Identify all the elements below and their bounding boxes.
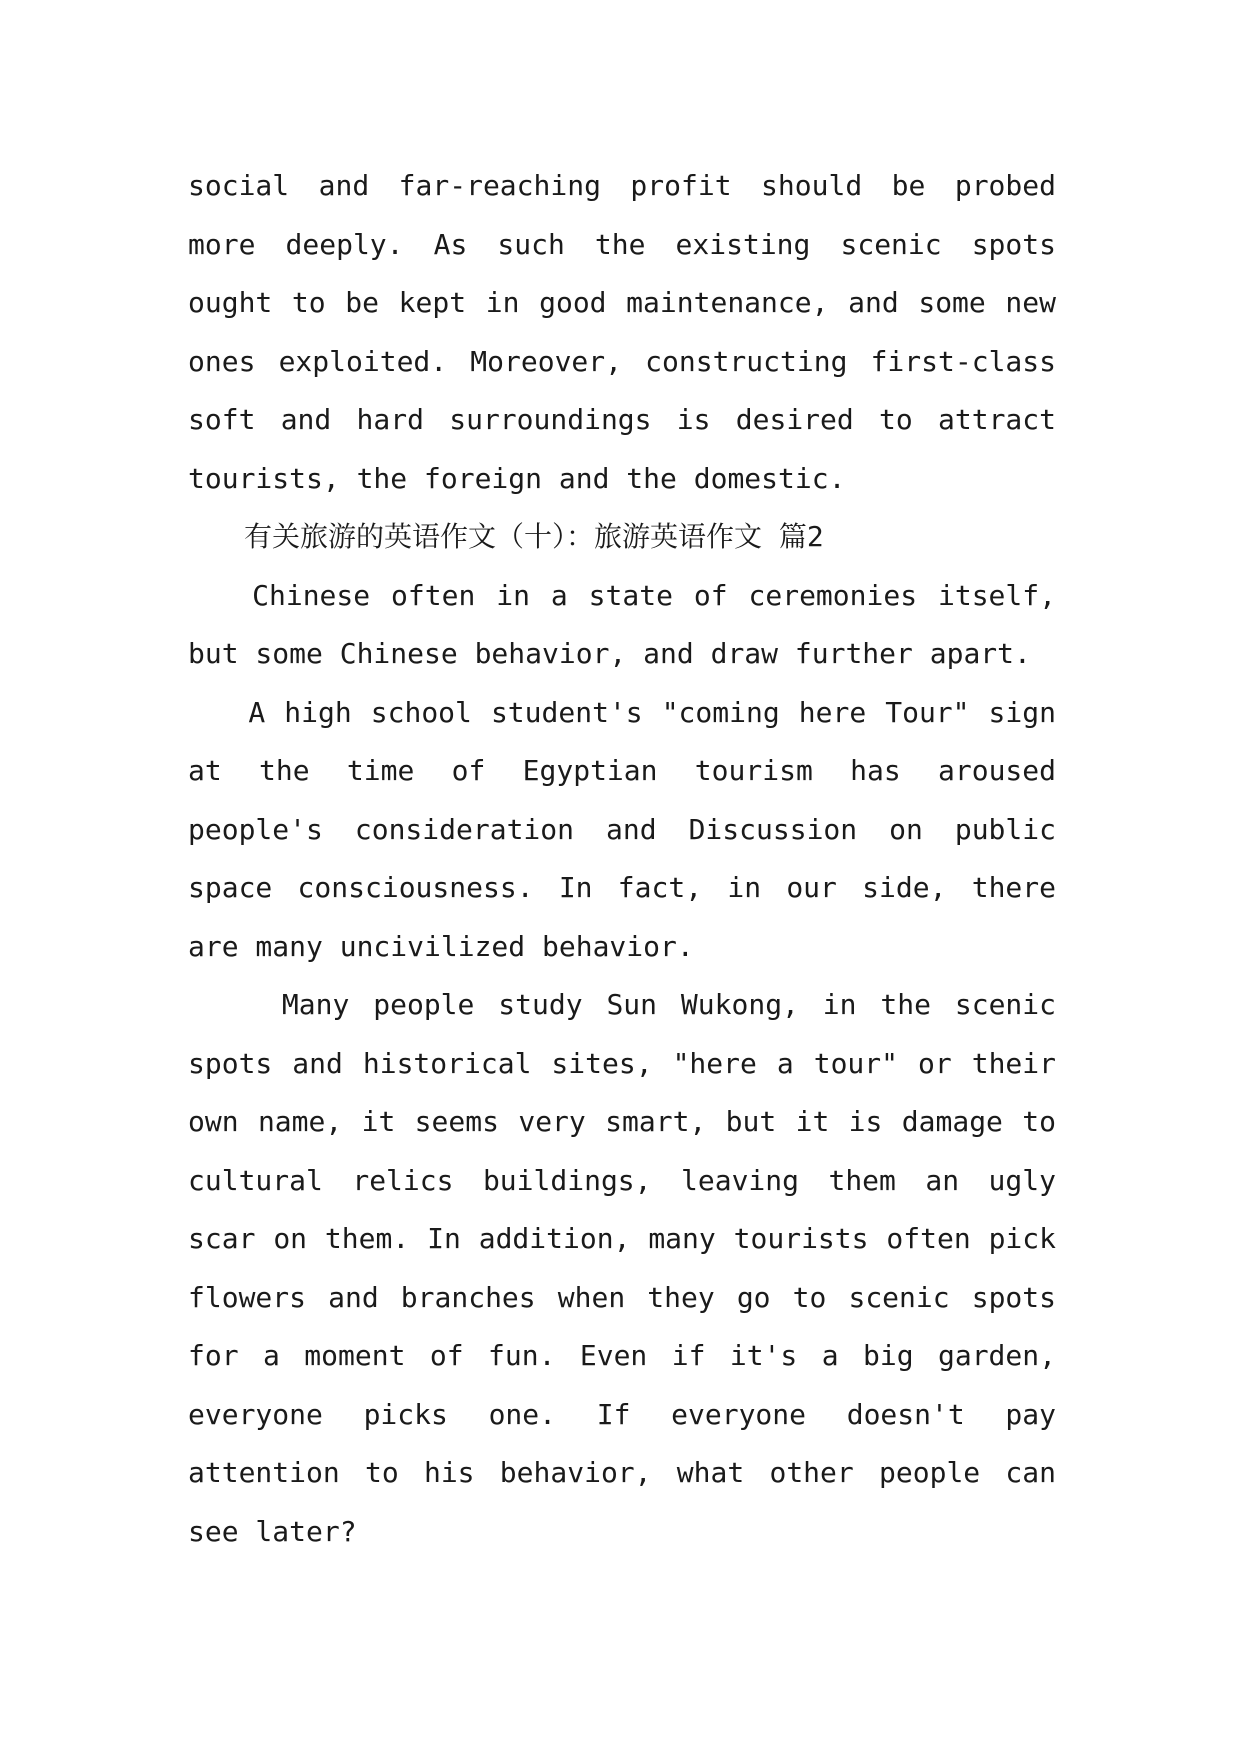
text-line: soft and hard surroundings is desired to attract: [188, 403, 1056, 436]
text-line: Many people study Sun Wukong, in the scenic: [188, 988, 1056, 1021]
text-line: ones exploited. Moreover, constructing first-class: [188, 344, 1056, 378]
text-line: Chinese often in a state of ceremonies itself,: [188, 578, 1056, 612]
text-line: people's consideration and Discussion on public: [188, 812, 1056, 846]
text-line: ought to be kept in good maintenance, and some new: [188, 286, 1056, 319]
paragraph-scenic-spots: [188, 157, 1056, 508]
document-body: [188, 157, 1056, 1561]
section-heading: [188, 508, 1056, 567]
text-line: see later?: [188, 1514, 357, 1548]
text-line: scar on them. In addition, many tourists often pick: [188, 1222, 1056, 1255]
text-line: flowers and branches when they go to scenic spots: [188, 1280, 1056, 1314]
heading-line: 有关旅游的英语作文（十）：旅游英语作文 篇2: [188, 520, 824, 553]
paragraph-public-space: [188, 684, 1056, 977]
text-line: space consciousness. In fact, in our side, there: [188, 871, 1056, 904]
text-line: own name, it seems very smart, but it is damage to: [188, 1105, 1056, 1138]
text-line: at the time of Egyptian tourism has aroused: [188, 754, 1056, 787]
text-line: cultural relics buildings, leaving them an ugly: [188, 1163, 1056, 1197]
text-line: social and far-reaching profit should be probed: [188, 169, 1056, 202]
paragraph-ceremonies: [188, 567, 1056, 684]
text-line: everyone picks one. If everyone doesn't pay: [188, 1397, 1056, 1431]
text-line: tourists, the foreign and the domestic.: [188, 461, 846, 495]
text-line: for a moment of fun. Even if it's a big garden,: [188, 1339, 1056, 1372]
text-line: A high school student's "coming here Tour" sign: [188, 695, 1056, 729]
text-line: but some Chinese behavior, and draw further apart.: [188, 637, 1031, 670]
text-line: attention to his behavior, what other people can: [188, 1456, 1056, 1489]
paragraph-uncivilized-behavior: [188, 976, 1056, 1561]
text-line: spots and historical sites, "here a tour" or their: [188, 1046, 1056, 1080]
text-line: are many uncivilized behavior.: [188, 929, 694, 963]
text-line: more deeply. As such the existing scenic spots: [188, 227, 1056, 261]
